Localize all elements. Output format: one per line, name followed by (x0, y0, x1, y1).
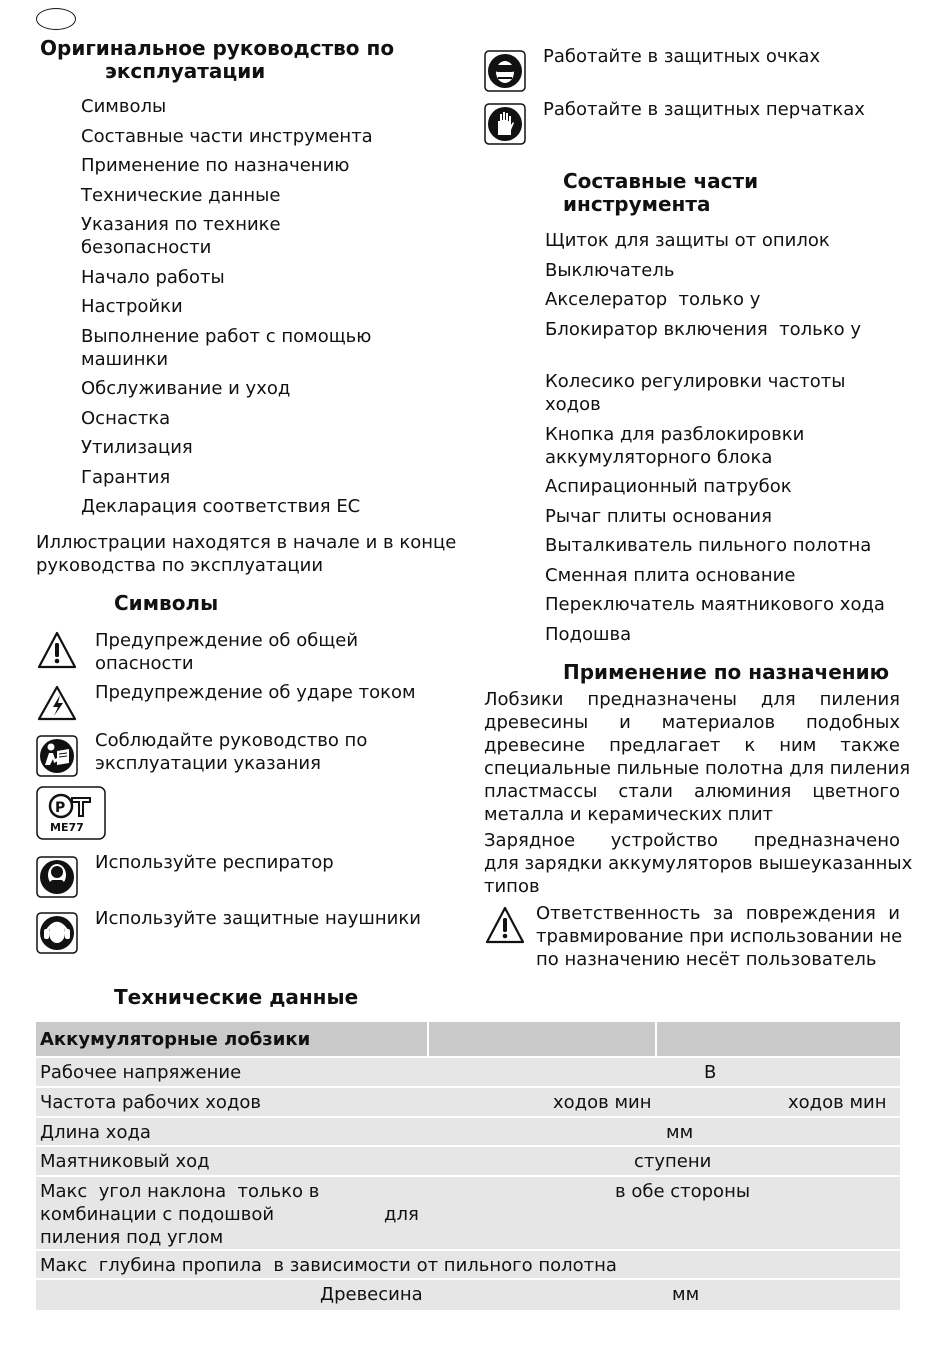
parts-heading: Составные части инструмента (563, 169, 759, 216)
symbols-heading: Символы (114, 591, 219, 615)
symbol-label-gloves: Работайте в защитных перчатках (543, 99, 865, 120)
liability-warning-icon (484, 905, 526, 945)
toc-item[interactable]: Оснастка (81, 407, 171, 429)
tech-data-table (36, 1022, 900, 1310)
page-title: Оригинальное руководство по эксплуатации (40, 36, 395, 83)
list-item: Аспирационный патрубок (545, 476, 792, 497)
respirator-icon (36, 856, 78, 898)
language-badge (36, 8, 76, 30)
read-manual-icon (36, 735, 78, 777)
certification-mark-code: МЕ77 (50, 821, 84, 834)
symbol-label-ear-protection: Используйте защитные наушники (95, 908, 421, 929)
toc-item[interactable]: Гарантия (81, 466, 171, 488)
svg-text:Р: Р (55, 800, 66, 816)
charger-paragraph: Зарядное устройство предназначено для зарядки аккумуляторов вышеуказанных типов (484, 830, 913, 897)
symbol-label-respirator: Используйте респиратор (95, 852, 334, 873)
table-row: Древесина мм (36, 1280, 900, 1310)
parts-list (545, 229, 905, 652)
toc-item[interactable]: Декларация соответствия ЕС (81, 496, 361, 517)
table-row: Длина хода мм (36, 1118, 900, 1147)
safety-goggles-icon (484, 50, 526, 92)
toc-item[interactable]: Технические данные (81, 184, 281, 206)
tech-data-heading: Технические данные (114, 985, 359, 1009)
toc-item[interactable]: Применение по назначению (81, 155, 350, 176)
table-of-contents (81, 95, 471, 525)
illustrations-note: Иллюстрации находятся в начале и в конце руководства по эксплуатации (36, 532, 457, 576)
list-spacer (545, 347, 905, 370)
table-row: Рабочее напряжение В (36, 1058, 900, 1088)
toc-item[interactable]: Символы (81, 96, 167, 117)
symbol-label-read-manual: Соблюдайте руководство по эксплуатации указания (95, 730, 368, 774)
ear-protection-icon (36, 912, 78, 954)
column-divider (655, 1022, 657, 1056)
list-item: Переключатель маятникового хода (545, 594, 885, 615)
symbol-label-general-warning: Предупреждение об общей опасности (95, 630, 359, 674)
symbol-label-goggles: Работайте в защитных очках (543, 46, 821, 67)
table-row: Маятниковый ход ступени (36, 1147, 900, 1177)
toc-item[interactable]: Указания по технике безопасности (81, 214, 281, 258)
table-row: Макс глубина пропила в зависимости от пильного полотна (36, 1251, 900, 1280)
table-row: Частота рабочих ходов ходов мин ходов мин (36, 1088, 900, 1118)
symbol-label-electric-shock: Предупреждение об ударе током (95, 682, 416, 703)
list-item: Выталкиватель пильного полотна (545, 535, 872, 556)
table-row: Макс угол наклона только в комбинации с подошвой для пиления под углом в обе стороны (36, 1177, 900, 1251)
toc-item[interactable]: Начало работы (81, 266, 225, 288)
column-divider (427, 1022, 429, 1056)
liability-paragraph: Ответственность за повреждения и травмирование при использовании не по назначению несёт пользователь (536, 903, 903, 970)
toc-item[interactable]: Утилизация (81, 437, 193, 458)
protective-gloves-icon (484, 103, 526, 145)
list-item: Выключатель (545, 259, 675, 281)
list-item: Блокиратор включения только у (545, 318, 861, 340)
table-header-row (36, 1022, 900, 1058)
warning-triangle-icon (36, 630, 78, 670)
usage-heading: Применение по назначению (563, 660, 890, 684)
list-item: Рычаг плиты основания (545, 505, 772, 527)
table-header-title: Аккумуляторные лобзики (40, 1029, 311, 1050)
usage-paragraph: Лобзики предназначены для пиления древесины и материалов подобных древесине предлагает к ним также специальные пильные полотна для пиления пластмассы стали алюминия цветного металла и керамических плит (484, 689, 911, 825)
toc-item[interactable]: Выполнение работ с помощью машинки (81, 325, 372, 370)
list-item: Щиток для защиты от опилок (545, 230, 830, 251)
list-item: Колесико регулировки частоты ходов (545, 371, 846, 415)
toc-item[interactable]: Обслуживание и уход (81, 378, 291, 399)
toc-item[interactable]: Настройки (81, 296, 183, 317)
list-item: Сменная плита основание (545, 564, 796, 586)
electric-shock-warning-icon (36, 684, 78, 722)
list-item: Подошва (545, 623, 632, 645)
toc-item[interactable]: Составные части инструмента (81, 125, 373, 147)
list-item: Акселератор только у (545, 289, 761, 310)
certification-mark-icon (36, 786, 106, 840)
list-item: Кнопка для разблокировки аккумуляторного блока (545, 423, 805, 468)
